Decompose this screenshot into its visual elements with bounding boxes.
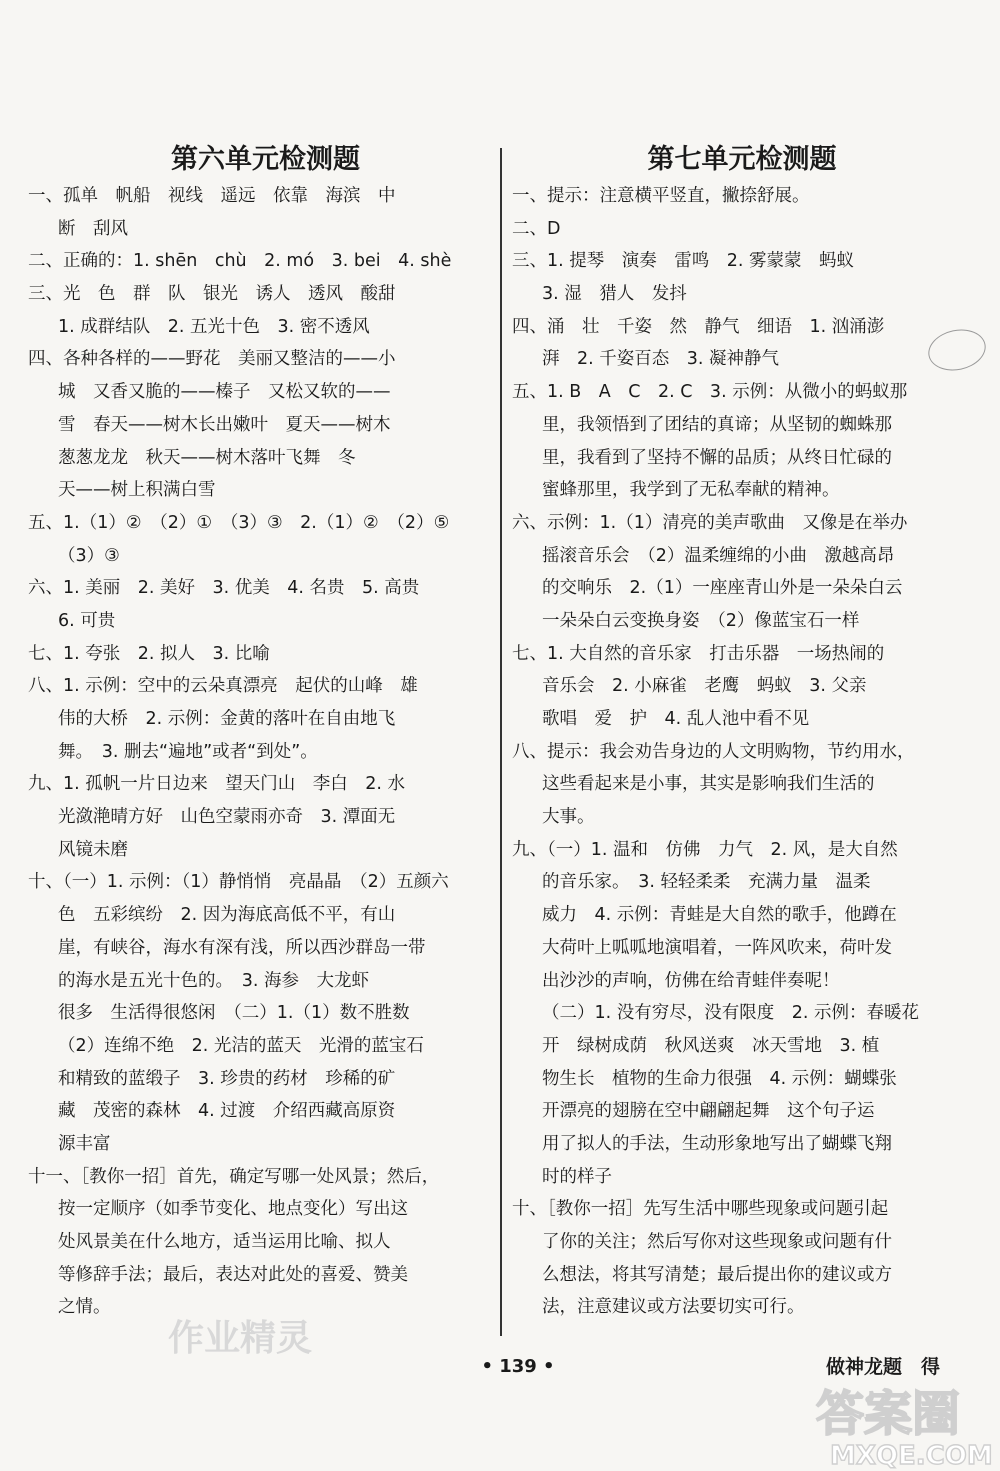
- left-answer-line: 和精致的蓝缎子 3. 珍贵的药材 珍稀的矿: [58, 1068, 396, 1089]
- left-column: [28, 140, 493, 1324]
- right-answer-line: 四、涌 壮 千姿 然 静气 细语 1. 汹涌澎: [512, 316, 885, 337]
- watermark-logo-cn: 答案圈: [816, 1386, 961, 1442]
- left-answer-line: 伟的大桥 2. 示例：金黄的落叶在自由地飞: [58, 709, 396, 729]
- left-answer-line: 舞。 3. 删去“遍地”或者“到处”。: [58, 741, 318, 762]
- left-answer-line: 按一定顺序（如季节变化、地点变化）写出这: [58, 1199, 408, 1220]
- left-answer-line: 七、1. 夸张 2. 拟人 3. 比喻: [28, 643, 270, 664]
- right-answer-line: 开漂亮的翅膀在空中翩翩起舞 这个句子运: [542, 1101, 875, 1122]
- right-answer-line: 出沙沙的声响，仿佛在给青蛙伴奏呢！: [542, 970, 840, 991]
- right-answer-line: 里，我领悟到了团结的真谛；从坚韧的蜘蛛那: [542, 414, 892, 435]
- right-answer-line: 九、（一）1. 温和 仿佛 力气 2. 风，是大自然: [512, 839, 898, 860]
- right-answer-line: 三、1. 提琴 演奏 雷鸣 2. 雾蒙蒙 蚂蚁: [512, 251, 855, 272]
- footer-brand: 做神龙题 得: [826, 1356, 941, 1378]
- column-divider: [500, 148, 502, 1336]
- left-answer-line: 风镜未磨: [58, 839, 128, 860]
- right-answer-line: 一朵朵白云变换身姿 （2）像蓝宝石一样: [542, 610, 860, 631]
- left-answer-line: 色 五彩缤纷 2. 因为海底高低不平，有山: [58, 905, 396, 926]
- left-answer-line: 四、各种各样的——野花 美丽又整洁的——小: [28, 349, 396, 370]
- left-answer-lines: [28, 180, 493, 1324]
- left-answer-line: 九、1. 孤帆一片日边来 望天门山 李白 2. 水: [28, 774, 406, 795]
- left-answer-line: 十一、［教你一招］首先，确定写哪一处风景；然后，: [28, 1166, 440, 1187]
- right-answer-line: 湃 2. 千姿百态 3. 凝神静气: [542, 349, 780, 370]
- left-answer-line: 源丰富: [58, 1133, 111, 1154]
- left-answer-line: 之情。: [58, 1297, 111, 1318]
- left-answer-line: 很多 生活得很悠闲 （二）1.（1）数不胜数: [58, 1003, 410, 1024]
- page-number: • 139 •: [481, 1356, 555, 1377]
- left-title: 第六单元检测题: [171, 144, 360, 175]
- right-answer-line: 用了拟人的手法，生动形象地写出了蝴蝶飞翔: [542, 1133, 892, 1154]
- right-answer-line: 这些看起来是小事，其实是影响我们生活的: [542, 774, 875, 795]
- right-answer-line: 大荷叶上呱呱地演唱着，一阵风吹来，荷叶发: [542, 937, 892, 958]
- left-answer-line: （2）连绵不绝 2. 光洁的蓝天 光滑的蓝宝石: [58, 1035, 424, 1056]
- right-answer-line: 法，注意建议或方法要切实可行。: [542, 1297, 805, 1318]
- right-answer-line: 音乐会 2. 小麻雀 老鹰 蚂蚁 3. 父亲: [542, 676, 867, 697]
- right-answer-line: 的音乐家。 3. 轻轻柔柔 充满力量 温柔: [542, 872, 871, 893]
- left-answer-line: 城 又香又脆的——榛子 又松又软的——: [58, 382, 391, 403]
- left-answer-line: 藏 茂密的森林 4. 过渡 介绍西藏高原资: [58, 1101, 396, 1122]
- right-answer-line: 时的样子: [542, 1166, 612, 1187]
- left-answer-line: 光潋滟晴方好 山色空蒙雨亦奇 3. 潭面无: [58, 807, 396, 828]
- right-answer-line: 了你的关注；然后写你对这些现象或问题有什: [542, 1232, 892, 1252]
- left-answer-line: 八、1. 示例：空中的云朵真漂亮 起伏的山峰 雄: [28, 676, 418, 697]
- left-answer-line: 二、正确的：1. shēn chù 2. mó 3. bei 4. shè: [28, 251, 452, 272]
- right-answer-line: 开 绿树成荫 秋风送爽 冰天雪地 3. 植: [542, 1035, 880, 1056]
- left-answer-line: 三、光 色 群 队 银光 诱人 透风 酸甜: [28, 284, 396, 305]
- right-answer-line: 十、［教你一招］先写生活中哪些现象或问题引起: [512, 1199, 889, 1220]
- watermark-logo-url: MXQE.COM: [830, 1441, 993, 1471]
- right-answer-line: 六、示例：1.（1）清亮的美声歌曲 又像是在举办: [512, 512, 908, 533]
- left-answer-line: 葱葱龙龙 秋天——树木落叶飞舞 冬: [58, 447, 356, 468]
- right-title: 第七单元检测题: [647, 144, 837, 175]
- right-answer-line: 威力 4. 示例：青蛙是大自然的歌手，他蹲在: [542, 905, 897, 926]
- left-answer-line: 崖，有峡谷，海水有深有浅，所以西沙群岛一带: [58, 937, 426, 958]
- right-answer-line: 七、1. 大自然的音乐家 打击乐器 一场热闹的: [512, 643, 885, 664]
- right-answer-line: 摇滚音乐会 （2）温柔缠绵的小曲 激越高昂: [542, 545, 895, 566]
- right-column: [512, 140, 972, 1324]
- right-answer-line: 的交响乐 2.（1）一座座青山外是一朵朵白云: [542, 578, 903, 599]
- left-answer-line: 十、（一）1. 示例：（1）静悄悄 亮晶晶 （2）五颜六: [28, 872, 449, 893]
- right-answer-line: 二、D: [512, 218, 561, 239]
- left-answer-line: 天——树上积满白雪: [58, 480, 216, 501]
- right-answer-line: 歌唱 爱 护 4. 乱人池中看不见: [542, 709, 810, 729]
- right-answer-line: 3. 湿 猎人 发抖: [542, 284, 687, 305]
- left-answer-line: 等修辞手法；最后，表达对此处的喜爱、赞美: [58, 1264, 408, 1285]
- right-answer-line: （二）1. 没有穷尽，没有限度 2. 示例：春暖花: [542, 1003, 920, 1024]
- left-answer-line: 1. 成群结队 2. 五光十色 3. 密不透风: [58, 316, 370, 337]
- watermark-text: 作业精灵: [168, 1318, 313, 1359]
- left-answer-line: 处风景美在什么地方，适当运用比喻、拟人: [58, 1232, 391, 1252]
- right-answer-line: 物生长 植物的生命力很强 4. 示例：蝴蝶张: [542, 1068, 897, 1089]
- left-answer-line: 断 刮风: [58, 218, 128, 239]
- left-answer-line: 六、1. 美丽 2. 美好 3. 优美 4. 名贵 5. 高贵: [28, 578, 420, 599]
- left-answer-line: 雪 春天——树木长出嫩叶 夏天——树木: [58, 414, 391, 435]
- right-answer-line: 蜜蜂那里，我学到了无私奉献的精神。: [542, 480, 840, 501]
- left-answer-line: 的海水是五光十色的。 3. 海参 大龙虾: [58, 970, 370, 991]
- right-answer-line: 里，我看到了坚持不懈的品质；从终日忙碌的: [542, 447, 892, 468]
- right-answer-line: 一、提示：注意横平竖直，撇捺舒展。: [512, 186, 810, 206]
- right-answer-line: 八、提示：我会劝告身边的人文明购物，节约用水，: [512, 741, 915, 762]
- left-answer-line: （3）③: [58, 545, 120, 566]
- left-answer-line: 6. 可贵: [58, 610, 116, 631]
- right-answer-line: 五、1. B A C 2. C 3. 示例：从微小的蚂蚁那: [512, 382, 908, 403]
- right-answer-lines: [512, 180, 972, 1324]
- right-answer-line: 大事。: [542, 807, 595, 828]
- left-answer-line: 五、1.（1）② （2）① （3）③ 2.（1）② （2）⑤: [28, 512, 450, 533]
- right-answer-line: 么想法，将其写清楚；最后提出你的建议或方: [542, 1264, 892, 1285]
- watermark-logo-icon: [808, 1372, 1000, 1471]
- left-answer-line: 一、孤单 帆船 视线 遥远 依靠 海滨 中: [28, 186, 396, 206]
